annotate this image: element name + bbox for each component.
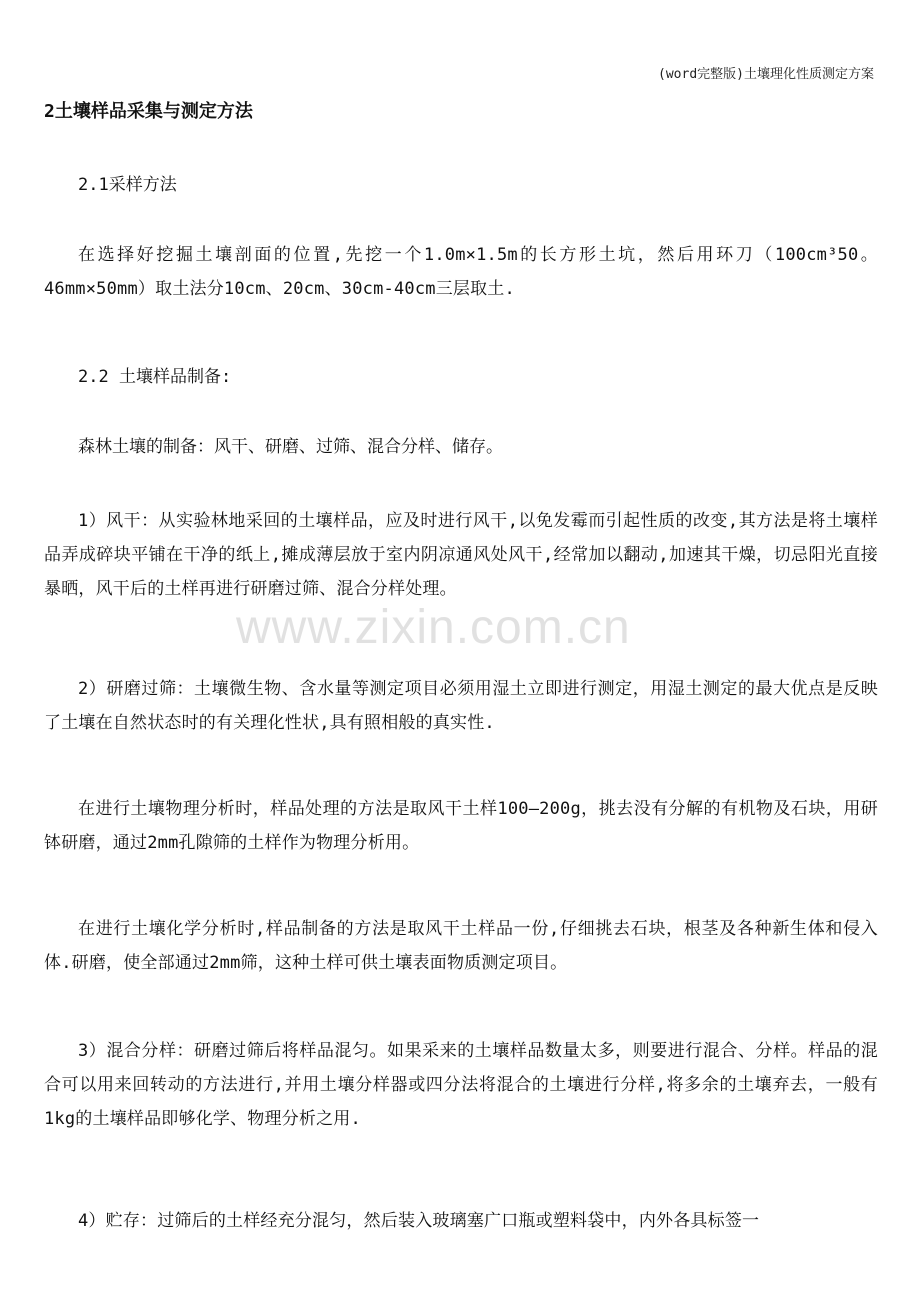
physical-analysis-paragraph: 在进行土壤物理分析时，样品处理的方法是取风干土样100—200g，挑去没有分解的有机物及石块，用研钵研磨，通过2mm孔隙筛的土样作为物理分析用。: [44, 799, 878, 853]
step-mixing-paragraph: 3）混合分样：研磨过筛后将样品混匀。如果采来的土壤样品数量太多，则要进行混合、分样。样品的混合可以用来回转动的方法进行,并用土壤分样器或四分法将混合的土壤进行分样,将多余的土壤弃去，一般有1kg的土壤样品即够化学、物理分析之用.: [44, 1041, 878, 1129]
sample-prep-intro: 森林土壤的制备：风干、研磨、过筛、混合分样、储存。: [78, 437, 503, 457]
running-header: (word完整版)土壤理化性质测定方案: [658, 67, 874, 82]
step-air-drying-paragraph: 1）风干：从实验林地采回的土壤样品，应及时进行风干,以免发霉而引起性质的改变,其方法是将土壤样品弄成碎块平铺在干净的纸上,摊成薄层放于室内阴凉通风处风干,经常加以翻动,加速其干燥，切忌阳光直接暴晒，风干后的土样再进行研磨过筛、混合分样处理。: [44, 511, 878, 599]
sampling-method-title: 2.1采样方法: [78, 175, 177, 195]
step-storage-paragraph: 4）贮存：过筛后的土样经充分混匀，然后装入玻璃塞广口瓶或塑料袋中，内外各具标签一: [78, 1211, 760, 1231]
step-grinding-paragraph: 2）研磨过筛：土壤微生物、含水量等测定项目必须用湿土立即进行测定，用湿土测定的最大优点是反映了土壤在自然状态时的有关理化性状,具有照相般的真实性.: [44, 679, 878, 733]
sample-prep-title: 2.2 土壤样品制备:: [78, 367, 232, 387]
chemical-analysis-paragraph: 在进行土壤化学分析时,样品制备的方法是取风干土样品一份,仔细挑去石块，根茎及各种新生体和侵入体.研磨，使全部通过2mm筛，这种土样可供土壤表面物质测定项目。: [44, 919, 878, 973]
sampling-method-paragraph: 在选择好挖掘土壤剖面的位置,先挖一个1.0m×1.5m的长方形土坑，然后用环刀（100cm³50。46mm×50mm）取土法分10cm、20cm、30cm-40cm三层取土.: [44, 245, 878, 299]
watermark: www.zixin.com.cn: [236, 601, 631, 654]
section-heading: 2土壤样品采集与测定方法: [44, 101, 253, 122]
